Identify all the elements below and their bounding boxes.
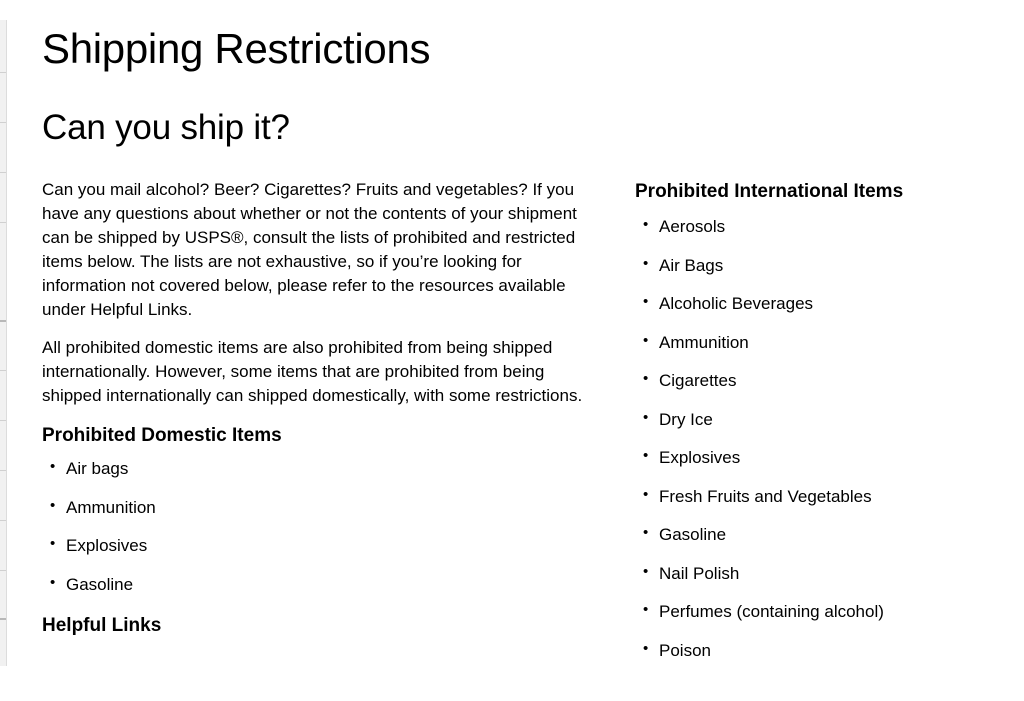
rail-divider (0, 470, 6, 471)
bullet-icon: • (643, 601, 649, 618)
intro-paragraph-international: All prohibited domestic items are also prohibited from being shipped internationally. However, some items that are prohibited from being shipped internationally can shipped domestically, with some restrictions. (42, 338, 583, 405)
bullet-icon: • (643, 331, 649, 349)
list-item (50, 458, 608, 480)
list-item-label: Air bags (66, 459, 129, 478)
bullet-icon: • (643, 639, 649, 657)
bullet-icon: • (50, 458, 56, 475)
list-item-label: Explosives (659, 448, 741, 467)
list-item (50, 497, 608, 519)
rail-divider (0, 370, 6, 371)
list-item (643, 486, 1005, 508)
international-heading: Prohibited International Items (635, 181, 904, 202)
list-item-label: Ammunition (659, 332, 749, 352)
rail-divider (0, 570, 6, 571)
list-item-label: Aerosols (659, 217, 726, 236)
list-item (643, 640, 1005, 662)
list-item (643, 447, 1005, 469)
list-item (643, 524, 1005, 546)
bullet-icon: • (50, 496, 56, 514)
bullet-icon: • (50, 573, 56, 591)
rail-divider (0, 618, 6, 620)
list-item (643, 563, 1005, 585)
list-item (50, 574, 608, 596)
list-item (643, 255, 1005, 277)
left-scroll-rail[interactable] (0, 20, 7, 666)
bullet-icon: • (643, 293, 649, 310)
rail-divider (0, 172, 6, 173)
bullet-icon: • (50, 535, 56, 552)
list-item (643, 293, 1005, 315)
left-column (42, 178, 608, 673)
rail-divider (0, 122, 6, 123)
list-item-label: Alcoholic Beverages (659, 294, 814, 313)
bullet-icon: • (643, 216, 649, 233)
list-item-label: Poison (659, 640, 711, 660)
bullet-icon: • (643, 370, 649, 387)
list-item (643, 370, 1005, 392)
bullet-icon: • (643, 562, 649, 580)
right-column (635, 178, 1005, 678)
list-item (643, 216, 1005, 238)
list-item-label: Air Bags (659, 255, 724, 275)
list-item-label: Perfumes (containing alcohol) (659, 602, 884, 621)
bullet-icon: • (643, 524, 649, 541)
rail-divider (0, 72, 6, 73)
list-item-label: Nail Polish (659, 563, 740, 583)
list-item (50, 535, 608, 557)
intro-paragraph: Can you mail alcohol? Beer? Cigarettes? Fruits and vegetables? If you have any questions about whether or not the contents of your shipment can be shipped by USPS®, consult the lists of prohibited and restricted items below. The lists are not exhaustive, so if you’re looking for information not covered below, please refer to the resources available under Helpful Links. (42, 180, 577, 319)
bullet-icon: • (643, 447, 649, 464)
list-item (643, 332, 1005, 354)
list-item (643, 409, 1005, 431)
rail-divider (0, 222, 6, 223)
page-title: Shipping Restrictions (42, 25, 431, 72)
international-items-list (635, 216, 1005, 662)
helpful-links-heading: Helpful Links (42, 615, 162, 636)
page-subtitle: Can you ship it? (42, 108, 290, 147)
list-item-label: Dry Ice (659, 409, 713, 429)
rail-divider (0, 320, 6, 322)
rail-divider (0, 420, 6, 421)
bullet-icon: • (643, 485, 649, 503)
bullet-icon: • (643, 408, 649, 426)
bullet-icon: • (643, 254, 649, 272)
domestic-items-list (42, 458, 608, 596)
rail-divider (0, 520, 6, 521)
domestic-heading: Prohibited Domestic Items (42, 425, 282, 446)
list-item-label: Ammunition (66, 497, 156, 517)
list-item-label: Gasoline (659, 525, 727, 544)
list-item (643, 601, 1005, 623)
list-item-label: Gasoline (66, 574, 134, 594)
list-item-label: Explosives (66, 536, 148, 555)
list-item-label: Fresh Fruits and Vegetables (659, 486, 872, 506)
list-item-label: Cigarettes (659, 371, 737, 390)
